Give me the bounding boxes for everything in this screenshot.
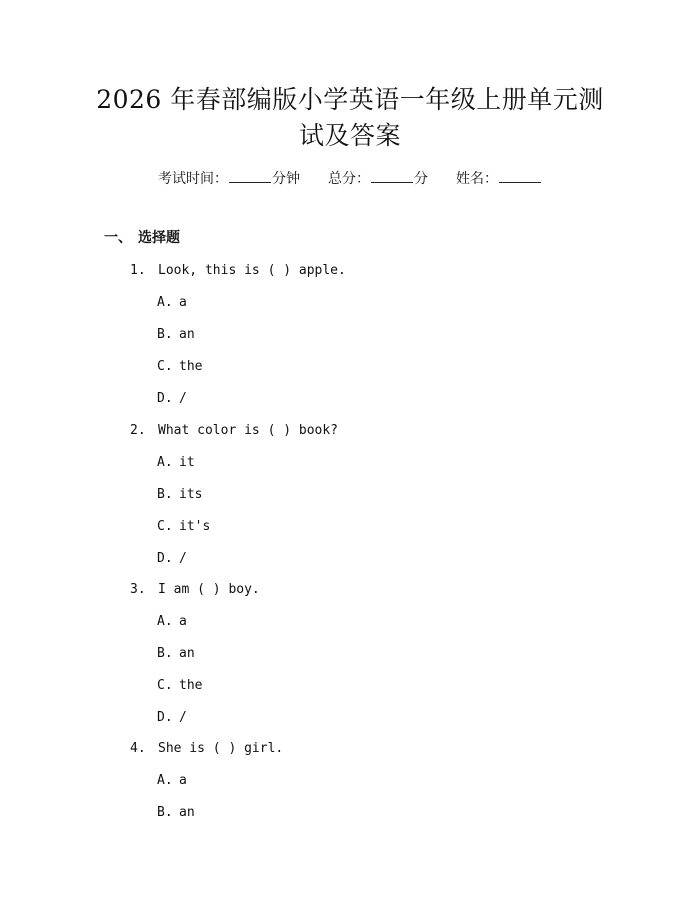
- option-letter: A.: [157, 295, 173, 310]
- answer-option[interactable]: [157, 772, 557, 790]
- answer-option[interactable]: [157, 358, 557, 376]
- time-label: 考试时间：: [158, 171, 228, 187]
- option-text: a: [179, 295, 187, 310]
- question-text: She is ( ) girl.: [158, 741, 284, 756]
- option-text: a: [179, 614, 187, 629]
- option-letter: B.: [157, 487, 173, 502]
- question-3: [130, 581, 630, 599]
- section-title: 选择题: [138, 230, 180, 246]
- answer-option[interactable]: [157, 326, 557, 344]
- answer-option[interactable]: [157, 709, 557, 727]
- option-text: an: [179, 805, 195, 820]
- name-blank[interactable]: [499, 168, 541, 183]
- answer-option[interactable]: [157, 454, 557, 472]
- option-text: it's: [179, 519, 211, 534]
- answer-option[interactable]: [157, 390, 557, 408]
- option-letter: B.: [157, 805, 173, 820]
- section-heading: [104, 228, 180, 248]
- page-title-line-2: 试及答案: [298, 121, 401, 150]
- score-unit: 分: [414, 171, 428, 187]
- option-text: the: [179, 359, 203, 374]
- name-label: 姓名：: [456, 171, 498, 187]
- answer-option[interactable]: [157, 645, 557, 663]
- option-text: /: [179, 551, 187, 566]
- section-number: 一、: [104, 230, 132, 246]
- option-text: /: [179, 391, 187, 406]
- option-letter: A.: [157, 614, 173, 629]
- question-number: 2.: [130, 423, 146, 438]
- question-text: I am ( ) boy.: [158, 582, 260, 597]
- score-blank[interactable]: [371, 168, 413, 183]
- question-1: [130, 262, 630, 280]
- answer-option[interactable]: [157, 804, 557, 822]
- answer-option[interactable]: [157, 486, 557, 504]
- answer-option[interactable]: [157, 677, 557, 695]
- time-unit: 分钟: [272, 171, 300, 187]
- option-letter: D.: [157, 551, 173, 566]
- time-blank[interactable]: [229, 168, 271, 183]
- option-text: it: [179, 455, 195, 470]
- question-4: [130, 740, 630, 758]
- question-number: 3.: [130, 582, 146, 597]
- answer-option[interactable]: [157, 518, 557, 536]
- answer-option[interactable]: [157, 294, 557, 312]
- option-letter: C.: [157, 519, 173, 534]
- question-number: 1.: [130, 263, 146, 278]
- answer-option[interactable]: [157, 613, 557, 631]
- question-2: [130, 422, 630, 440]
- option-letter: D.: [157, 710, 173, 725]
- score-label: 总分：: [328, 171, 370, 187]
- option-letter: A.: [157, 455, 173, 470]
- option-text: its: [179, 487, 203, 502]
- answer-option[interactable]: [157, 550, 557, 568]
- exam-meta-line: [0, 168, 700, 189]
- page-title-line-1: 2026 年春部编版小学英语一年级上册单元测: [96, 85, 604, 114]
- question-number: 4.: [130, 741, 146, 756]
- option-text: an: [179, 327, 195, 342]
- option-letter: A.: [157, 773, 173, 788]
- question-text: What color is ( ) book?: [158, 423, 339, 438]
- option-text: an: [179, 646, 195, 661]
- option-text: the: [179, 678, 203, 693]
- option-letter: C.: [157, 359, 173, 374]
- option-letter: B.: [157, 646, 173, 661]
- option-letter: B.: [157, 327, 173, 342]
- option-text: /: [179, 710, 187, 725]
- option-letter: C.: [157, 678, 173, 693]
- option-text: a: [179, 773, 187, 788]
- option-letter: D.: [157, 391, 173, 406]
- question-text: Look, this is ( ) apple.: [158, 263, 346, 278]
